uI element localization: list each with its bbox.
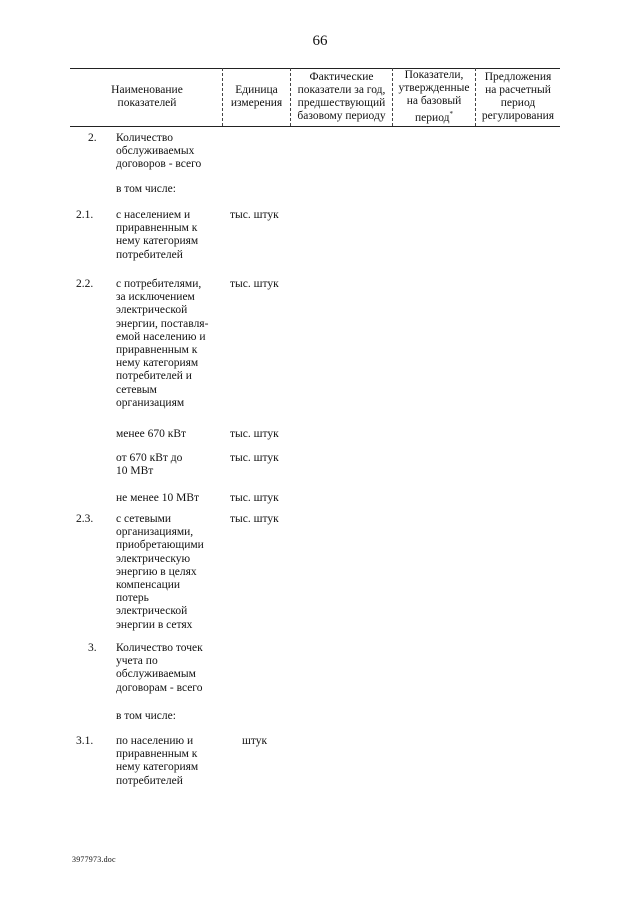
row-unit: тыс. штук [230, 209, 279, 221]
header-col-unit [223, 69, 290, 125]
row-name-line: электрическую [116, 552, 191, 565]
row-name-line: Количество [116, 132, 173, 144]
header-text: Фактические [309, 71, 374, 83]
row-name-line: с сетевыми [116, 513, 172, 525]
row-name [116, 492, 228, 505]
row-name-line: электрической [116, 605, 188, 618]
header-col-name [72, 69, 222, 125]
row-name-line: приравненным к [116, 344, 198, 357]
row-name-line: приравненным к [116, 748, 198, 761]
row-name-line: компенсации [116, 579, 181, 592]
header-col-approved [393, 69, 475, 125]
row-name [116, 278, 228, 410]
row-name-line: учета по [116, 655, 158, 668]
row-name-line: нему категориям [116, 357, 199, 370]
header-text: утвержденные [398, 82, 470, 95]
row-unit: тыс. штук [230, 492, 279, 504]
row-number: 3. [88, 642, 97, 654]
header-text: измерения [230, 97, 283, 109]
row-name-line: энергии, поставля- [116, 317, 209, 330]
row-name-line: приравненным к [116, 222, 198, 235]
row-name-line: договоров - всего [116, 158, 202, 171]
row-name-line: организациями, [116, 526, 194, 539]
row-unit: тыс. штук [230, 452, 279, 464]
row-name-line: обслуживаемых [116, 145, 195, 158]
row-name [116, 513, 228, 632]
row-unit: тыс. штук [230, 513, 279, 525]
row-name [116, 428, 228, 441]
row-name-line: за исключением [116, 291, 195, 304]
row-name-line: потребителей и [116, 370, 192, 383]
row-name-line: организациям [116, 396, 185, 409]
header-bottom-rule [70, 126, 560, 127]
row-name-line: менее 670 кВт [116, 428, 187, 440]
row-number: 2.3. [76, 513, 94, 525]
row-name-line: сетевым [116, 383, 157, 396]
row-name [116, 209, 228, 262]
row-name [116, 735, 228, 788]
row-name-line: емой населению и [116, 330, 206, 343]
row-name-line: энергии в сетях [116, 618, 193, 631]
row-name-line: по населению и [116, 735, 194, 747]
row-number: 3.1. [76, 735, 94, 747]
header-text: показателей [117, 97, 177, 109]
header-text: Наименование [111, 84, 183, 96]
row-name-line: от 670 кВт до [116, 452, 183, 464]
row-name-line: обслуживаемым [116, 668, 196, 681]
row-name [116, 183, 228, 196]
row-name [116, 452, 228, 478]
row-number: 2.2. [76, 278, 94, 290]
row-name-line: потребителей [116, 774, 183, 787]
header-text: регулирования [481, 110, 555, 122]
header-text: на базовый [406, 95, 462, 108]
row-name-line: 10 МВт [116, 465, 154, 478]
header-text: показатели за год, [297, 84, 386, 96]
header-col-actual [291, 69, 392, 125]
row-unit: штук [242, 735, 268, 747]
row-name-line: потерь [116, 592, 149, 605]
header-text: период [415, 111, 450, 124]
row-name [116, 132, 228, 172]
footnote-mark: * [449, 110, 453, 119]
row-number: 2. [88, 132, 97, 144]
row-name-line: договорам - всего [116, 681, 203, 694]
header-text [415, 108, 453, 125]
row-name-line: электрической [116, 304, 188, 317]
row-name-line: не менее 10 МВт [116, 492, 200, 504]
row-name [116, 642, 228, 695]
row-name-line: в том числе: [116, 183, 176, 195]
row-name-line: нему категориям [116, 761, 199, 774]
row-name-line: нему категориям [116, 235, 199, 248]
row-name-line: Количество точек [116, 642, 203, 654]
row-name [116, 710, 228, 723]
row-number: 2.1. [76, 209, 94, 221]
page-number: 66 [312, 33, 328, 49]
header-text: Предложения [484, 71, 552, 83]
header-col-proposal [476, 69, 560, 125]
row-name-line: энергию в целях [116, 565, 197, 578]
header-text: предшествующий [297, 97, 386, 109]
row-name-line: с населением и [116, 209, 191, 221]
header-text: Показатели, [404, 69, 464, 82]
row-name-line: с потребителями, [116, 278, 202, 290]
row-name-line: приобретающими [116, 539, 204, 552]
header-text: период [500, 97, 536, 109]
header-text: Единица [235, 84, 278, 96]
row-unit: тыс. штук [230, 278, 279, 290]
row-name-line: потребителей [116, 248, 183, 261]
header-text: базовому периоду [297, 110, 386, 122]
header-text: на расчетный [485, 84, 551, 96]
footer-filename: 3977973.doc [72, 855, 116, 864]
row-unit: тыс. штук [230, 428, 279, 440]
row-name-line: в том числе: [116, 710, 176, 722]
